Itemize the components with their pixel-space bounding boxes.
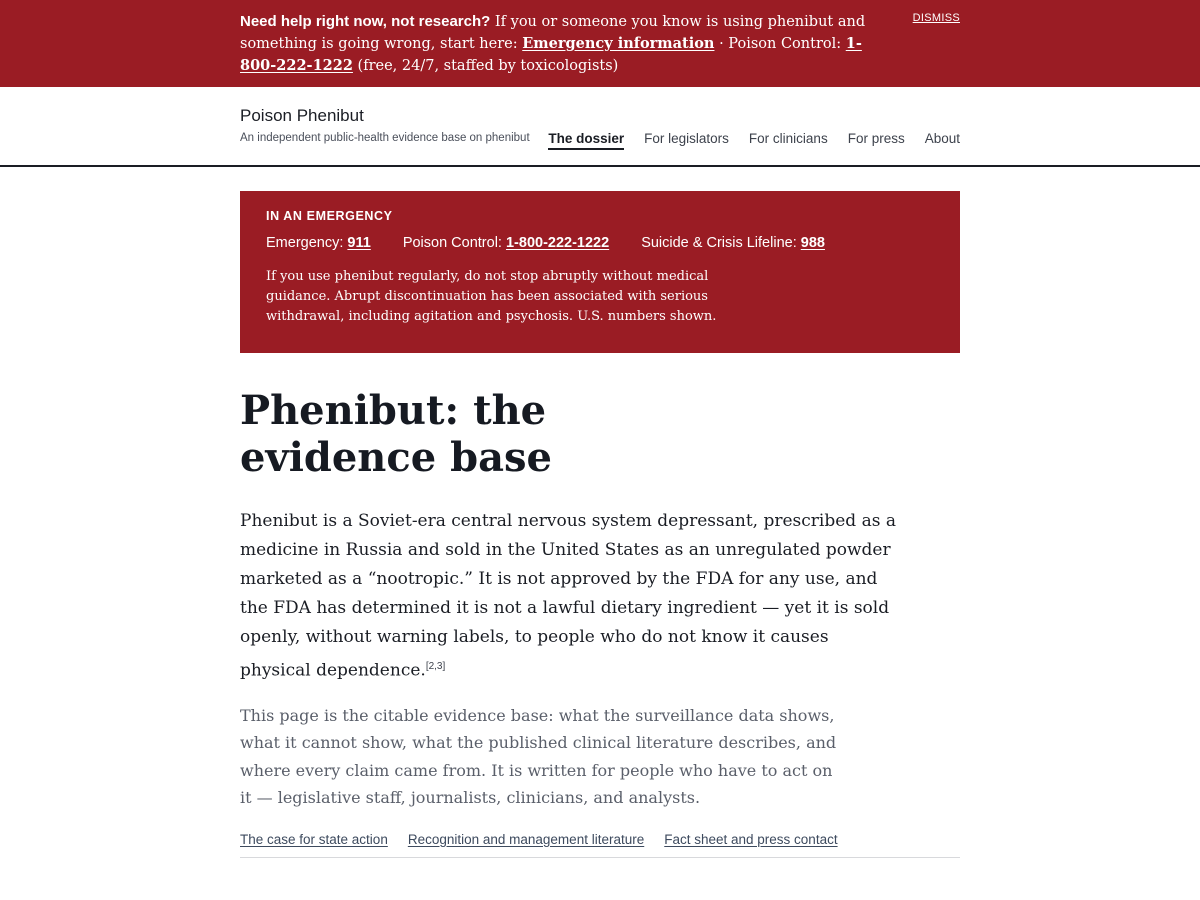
nav-item-the-dossier[interactable]: The dossier xyxy=(548,131,624,150)
help-banner xyxy=(0,0,1200,87)
help-banner-text-1: If you or someone you know is using phenibut and something is going wrong, start here: xyxy=(240,14,866,52)
poison-control-link[interactable]: 1-800-222-1222 xyxy=(505,235,610,251)
help-banner-text-3: (free, 24/7, staffed by toxicologists) xyxy=(352,58,619,74)
help-banner-text xyxy=(240,11,880,77)
link-fact-sheet-press-contact[interactable]: Fact sheet and press contact xyxy=(664,831,838,847)
help-banner-inner xyxy=(240,0,960,77)
page-title: Phenibut: the evidence base xyxy=(240,387,552,481)
emergency-information-link[interactable]: Emergency information xyxy=(522,35,715,52)
emergency-note: If you use phenibut regularly, do not stop abruptly without medical guidance. Abrupt discontinuation has been associated with serious withdrawal, including agitation and psychosis. U.S. numbers shown. xyxy=(266,269,717,324)
brand-name[interactable]: Poison Phenibut xyxy=(240,106,364,125)
link-case-for-state-action[interactable]: The case for state action xyxy=(240,831,388,847)
main-content xyxy=(240,167,960,858)
emergency-heading: IN AN EMERGENCY xyxy=(266,209,393,223)
secondary-paragraph: This page is the citable evidence base: what the surveillance data shows, what it cannot show, what the published clinical literature describes, and where every claim came from. It is written for people who have to act on it — legislative staff, journalists, clinicians, and analysts. xyxy=(240,705,837,808)
crisis-lifeline-988-link[interactable]: 988 xyxy=(800,235,825,251)
poison-control-label: Poison Control: xyxy=(402,235,506,251)
lead-text: Phenibut is a Soviet-era central nervous system depressant, prescribed as a medicine in Russia and sold in the United States as an unregulated powder marketed as a “nootropic.” It is not approved by the FDA for any use, and the FDA has determined it is not a lawful dietary ingredient — yet it is sold openly, without warning labels, to people who do not know it causes physical dependence. xyxy=(240,511,896,681)
header-inner xyxy=(240,87,960,165)
link-recognition-management-literature[interactable]: Recognition and management literature xyxy=(407,831,645,847)
dismiss-button[interactable]: DISMISS xyxy=(912,12,960,24)
lead-paragraph xyxy=(240,507,900,686)
nav-item-for-press[interactable]: For press xyxy=(847,131,905,146)
emergency-line-911 xyxy=(266,235,371,251)
lead-citation[interactable]: [2,3] xyxy=(425,661,446,672)
nav-item-about[interactable]: About xyxy=(924,131,960,146)
emergency-box xyxy=(240,191,960,353)
site-header xyxy=(0,87,1200,167)
section-links xyxy=(240,832,960,858)
emergency-lines xyxy=(266,235,934,251)
brand-tagline: An independent public-health evidence base on phenibut xyxy=(240,132,530,144)
crisis-lifeline-label: Suicide & Crisis Lifeline: xyxy=(641,235,801,251)
brand xyxy=(240,106,530,144)
main-nav xyxy=(548,131,960,150)
poison-control-phone-link[interactable]: 1-800-222-1222 xyxy=(240,35,862,74)
emergency-911-link[interactable]: 911 xyxy=(347,235,371,251)
help-banner-text-2: · Poison Control: xyxy=(714,36,846,52)
help-banner-lead: Need help right now, not research? xyxy=(240,13,491,30)
emergency-line-crisis xyxy=(641,235,825,251)
emergency-line-poison-control xyxy=(403,235,609,251)
nav-item-for-clinicians[interactable]: For clinicians xyxy=(748,131,828,146)
emergency-label: Emergency: xyxy=(266,235,348,251)
nav-item-for-legislators[interactable]: For legislators xyxy=(644,131,729,146)
